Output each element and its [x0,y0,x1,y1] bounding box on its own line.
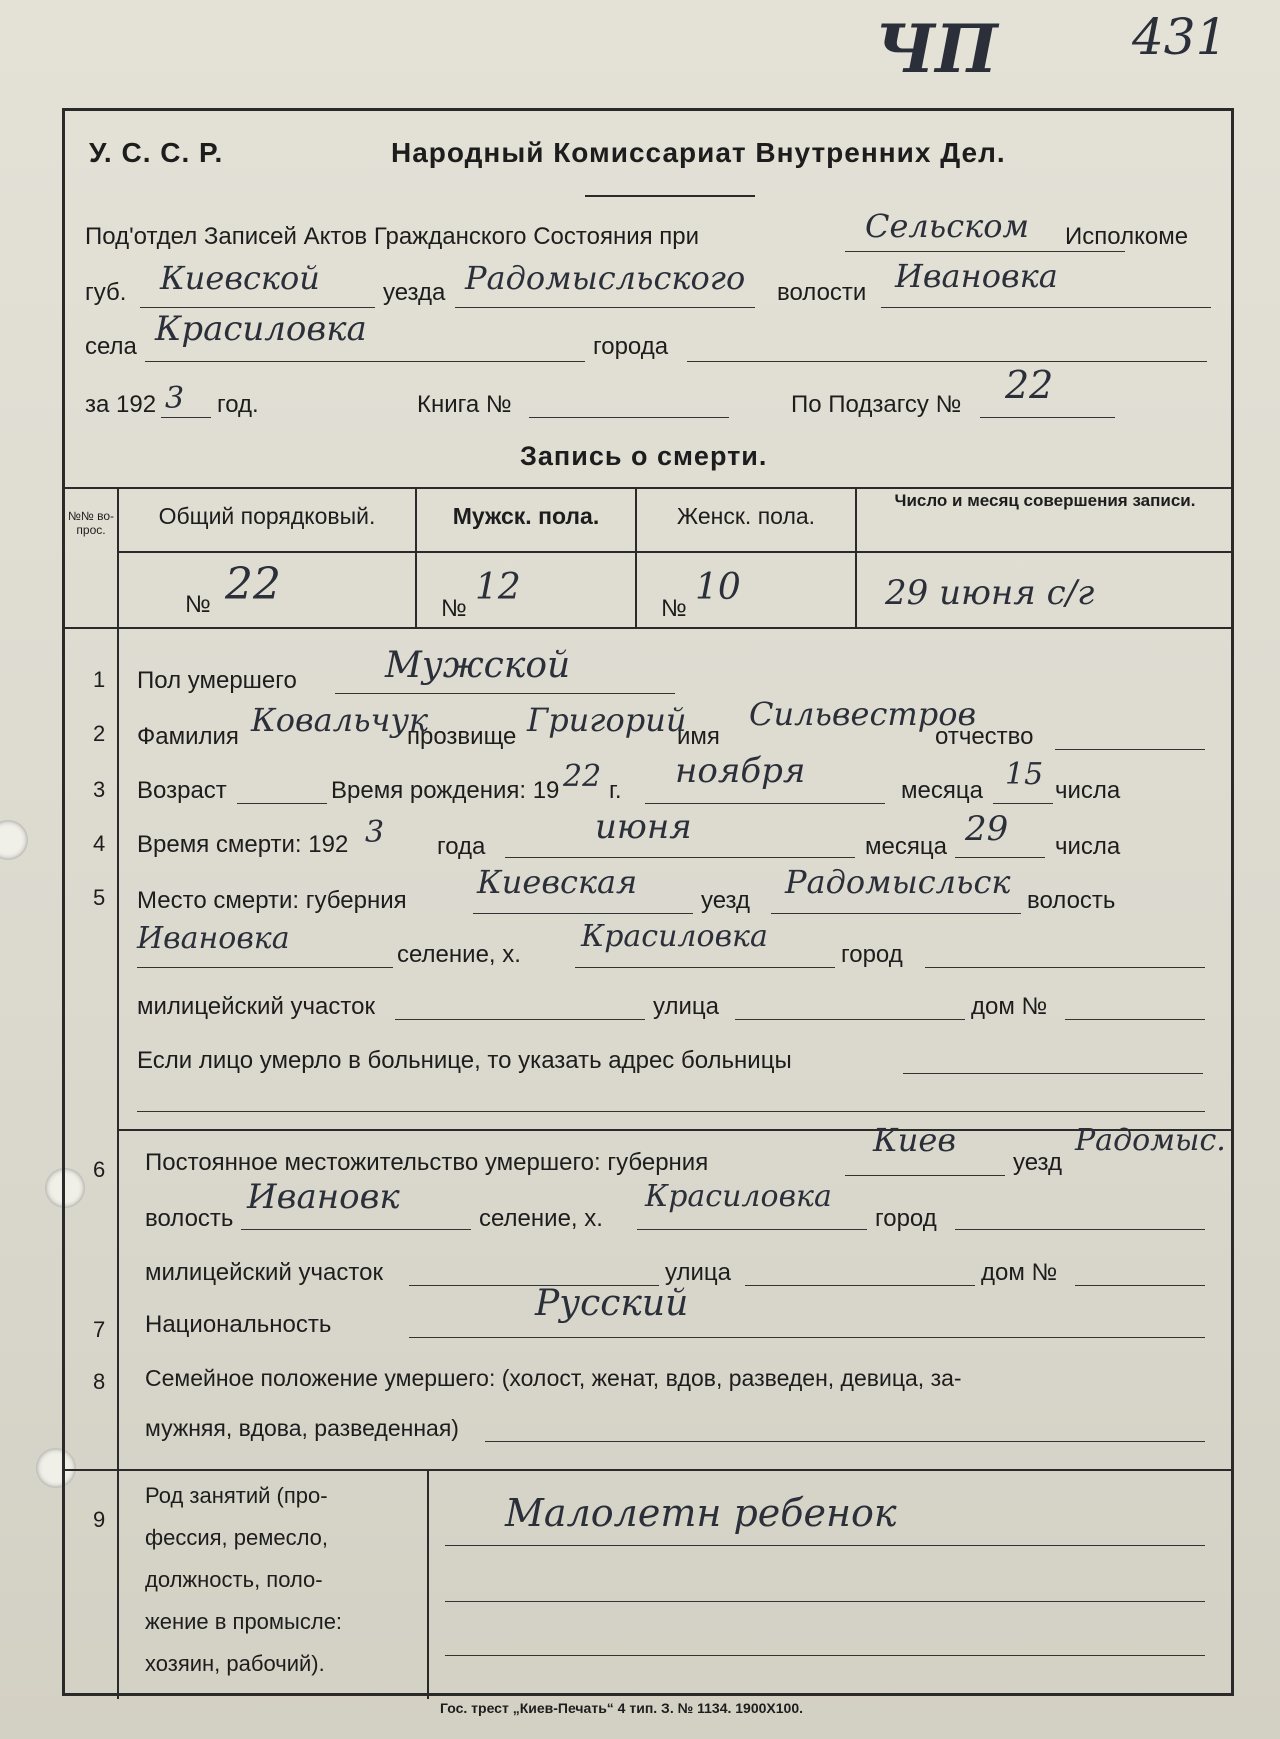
name-value: Григорий [527,701,687,739]
underline [575,967,835,968]
subdept-value: Сельском [865,207,1030,245]
occupation-label: фессия, ремесло, [145,1525,329,1550]
gorod-label: города [593,333,669,360]
subzags-label: По Подзагсу № [791,391,962,418]
residence-uezd-value: Радомыс. [1075,1123,1226,1158]
republic-title: У. С. С. Р. [89,137,224,168]
death-label: Время смерти: 192 [137,831,349,858]
nationality-label: Национальность [145,1311,332,1338]
underline [845,251,1125,252]
male-number-prefix: № [441,595,467,622]
general-number-value: 22 [225,559,281,610]
underline [980,417,1115,418]
book-label: Книга № [417,391,512,418]
underline [529,417,729,418]
section-divider [65,1469,1231,1471]
record-date-value: 29 июня с/г [885,573,1095,613]
underline [137,1111,1205,1112]
patronymic-value: Сильвестров [749,695,977,733]
residence-uezd-label: уезд [1013,1149,1063,1176]
death-record-form [62,108,1234,1696]
archive-page-number: 431 [1132,8,1228,66]
table-border [855,487,857,627]
underline [505,857,855,858]
question-column-border [117,487,119,1699]
residence-gub-value: Киев [873,1121,956,1159]
table-border [117,551,1231,553]
printer-imprint: Гос. трест „Киев-Печать“ 4 тип. З. № 1134. 1900Х100. [440,1700,803,1716]
year-label: за 192 [85,391,157,418]
residence-street-label: улица [665,1259,731,1286]
volost-value: Ивановка [895,257,1058,295]
underline [445,1655,1205,1656]
question-number: 8 [93,1369,106,1394]
underline [140,307,375,308]
underline [161,417,211,418]
birth-day-value: 15 [1005,757,1044,792]
underline [881,307,1211,308]
underline [645,803,885,804]
militia-label: милицейский участок [137,993,375,1020]
year-suffix: год. [217,391,259,418]
underline [771,913,1021,914]
question-number: 1 [93,667,106,692]
female-number-value: 10 [695,567,741,608]
question-number: 6 [93,1157,106,1182]
uezd-label: уезда [383,279,446,306]
birth-day-label: числа [1055,777,1121,804]
male-number-value: 12 [475,567,521,608]
residence-militia-label: милицейский участок [145,1259,383,1286]
occupation-label: Род занятий (про- [145,1483,328,1508]
underline [409,1337,1205,1338]
section-divider [117,1129,1231,1131]
underline [395,1019,645,1020]
female-header: Женск. пола. [676,503,816,529]
question-number: 2 [93,721,106,746]
underline [925,967,1205,968]
death-place-volost-label: волость [1027,887,1116,914]
birth-label: Время рождения: 19 [331,777,560,804]
underline [473,913,693,914]
year-value: 3 [165,381,185,416]
subzags-value: 22 [1005,363,1054,407]
residence-label: Постоянное местожительство умершего: губерния [145,1149,709,1176]
underline [637,1229,867,1230]
residence-house-label: дом № [981,1259,1058,1286]
general-number-header: Общий порядковый. [158,503,376,529]
surname-label: Фамилия [137,723,239,750]
underline [455,307,755,308]
occupation-label: должность, поло- [145,1567,323,1592]
residence-settlement-label: селение, х. [479,1205,603,1232]
record-title: Запись о смерти. [520,441,768,471]
selo-label: села [85,333,137,360]
female-number-prefix: № [661,595,687,622]
death-place-volost-value: Ивановка [137,921,290,956]
underline [745,1285,975,1286]
underline [1075,1285,1205,1286]
age-label: Возраст [137,777,227,804]
question-number-header: №№ во-прос. [68,509,114,537]
question-number: 7 [93,1317,106,1342]
death-year-value: 3 [365,815,385,850]
underline [445,1601,1205,1602]
hospital-label: Если лицо умерло в больнице, то указать адрес больницы [137,1047,792,1074]
death-month-value: июня [595,807,692,847]
divider [585,195,755,197]
underline [993,803,1053,804]
punch-hole [0,820,28,860]
selo-value: Красиловка [155,309,367,349]
city-label: город [841,941,903,968]
birth-g-label: г. [609,777,622,804]
name-label: имя [677,723,720,750]
nationality-value: Русский [535,1283,689,1324]
birth-month-value: ноября [675,751,806,791]
underline [955,857,1045,858]
uezd-value: Радомысльского [465,259,746,297]
street-label: улица [653,993,719,1020]
underline [903,1073,1203,1074]
underline [955,1229,1205,1230]
occupation-label: хозяин, рабочий). [145,1651,325,1676]
nickname-label: прозвище [407,723,517,750]
executive-label: Исполкоме [1065,223,1189,250]
volost-label: волости [777,279,867,306]
settlement-label: селение, х. [397,941,521,968]
death-day-value: 29 [965,809,1009,849]
death-month-label: месяца [865,833,947,860]
underline [735,1019,965,1020]
birth-year-value: 22 [563,759,602,794]
patronymic-label: отчество [935,723,1034,750]
record-date-header: Число и месяц совершения записи. [894,491,1196,510]
underline [237,803,327,804]
underline [1065,1019,1205,1020]
general-number-prefix: № [185,591,211,618]
commissariat-title: Народный Комиссариат Внутренних Дел. [391,137,1006,168]
male-header: Мужск. пола. [452,503,600,529]
residence-city-label: город [875,1205,937,1232]
death-year-label: года [437,833,486,860]
death-place-uezd-value: Радомысльск [785,863,1011,901]
table-border [427,1469,429,1699]
death-place-uezd-label: уезд [701,887,751,914]
house-label: дом № [971,993,1048,1020]
table-border [65,487,1231,489]
death-place-gub-value: Киевская [477,863,638,901]
question-number: 4 [93,831,106,856]
question-number: 5 [93,885,106,910]
underline [445,1545,1205,1546]
handwritten-archive-mark: ЧП [875,10,998,88]
sex-value: Мужской [385,645,571,686]
death-day-label: числа [1055,833,1121,860]
death-place-label: Место смерти: губерния [137,887,407,914]
gub-value: Киевской [160,259,320,297]
sex-label: Пол умершего [137,667,297,694]
residence-settlement-value: Красиловка [645,1179,832,1214]
birth-month-label: месяца [901,777,983,804]
occupation-label: жение в промысле: [145,1609,343,1634]
subdept-label: Под'отдел Записей Актов Гражданского Состояния при [85,223,700,250]
underline [335,693,675,694]
underline [241,1229,471,1230]
surname-value: Ковальчук [251,701,429,739]
underline [145,361,585,362]
underline [687,361,1207,362]
occupation-value: Малолетн ребенок [505,1491,897,1535]
residence-volost-value: Ивановк [247,1177,400,1217]
family-status-label-continued: мужняя, вдова, разведенная) [145,1415,459,1441]
residence-volost-label: волость [145,1205,234,1232]
question-number: 3 [93,777,106,802]
underline [485,1441,1205,1442]
underline [845,1175,1005,1176]
family-status-label: Семейное положение умершего: (холост, женат, вдов, разведен, девица, за- [145,1365,962,1391]
table-border [65,627,1231,629]
underline [137,967,393,968]
death-place-settlement-value: Красиловка [581,919,768,954]
gub-label: губ. [85,279,127,306]
underline [1055,749,1205,750]
question-number: 9 [93,1507,106,1532]
